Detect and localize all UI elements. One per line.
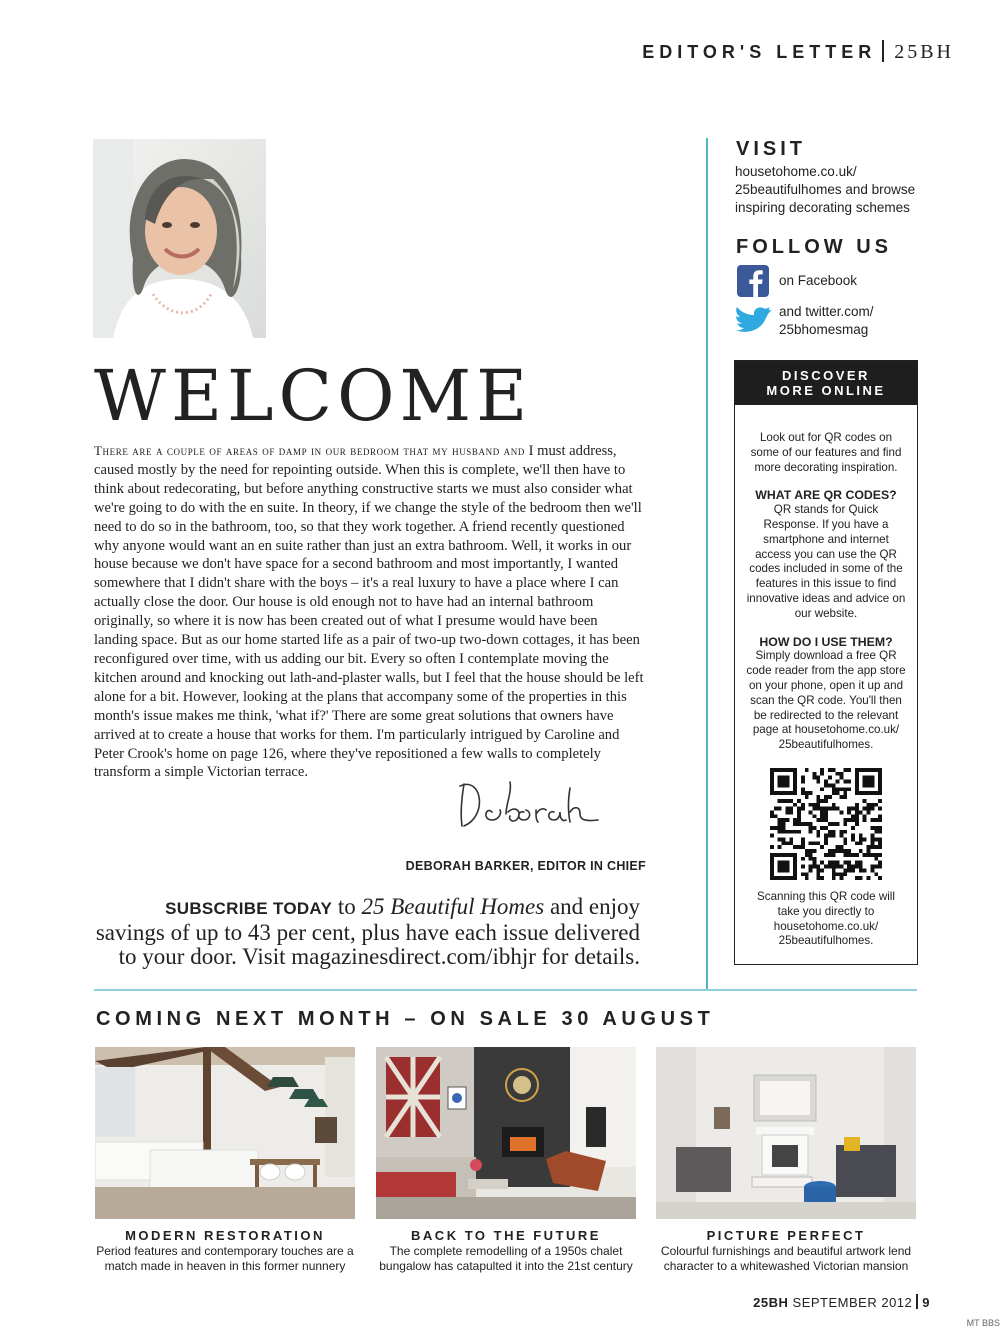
qr-code[interactable] [770, 768, 882, 880]
discover-more-online-box [734, 360, 918, 965]
qr-question-1: WHAT ARE QR CODES? [755, 488, 897, 503]
qr-caption: Scanning this QR code will take you directly to housetohome.co.uk/ 25beautifulhomes. [757, 889, 895, 948]
letter-text: I must address, caused mostly by the need for repointing outside. When this is complete, we'll then have to think about redecorating, but before anything constructive starts we must also consider what we're going to do with the en suite. In theory, if we change the style of the bedroom then we'll need to do so in the bathroom, too, so that they work together. A friend recently questioned why anyone would want an en suite rather than just an extra bathroom. Well, it works in our house because we don't have space for a second bathroom and most importantly, I wanted somewhere that I didn't share with the boys – it's a real luxury to have a place where I can actually close the door. Our house is old enough not to have had an internal bathroom originally, so where it is now has been created out of what I presume would have been landing space. But as our home started life as a pair of two-up two-down cottages, it has been reconfigured over time, with us adding our bit. Every so often I contemplate moving the kitchen around and knocking out lath-and-plaster walls, but I feel that the house should be left alone for a bit. However, looking at the plans that accompany some of the properties in this month's issue makes me think, 'what if?' There are some great solutions that owners have arrived at to create a house that works for them. I'm particularly intrigued by Caroline and Peter Crook's home on page 126, where they've repositioned a few walls to completely transform a simple Victorian terrace. [94, 443, 644, 781]
picture-perfect-image[interactable] [656, 1047, 916, 1219]
magazine-title: 25 Beautiful Homes [361, 894, 545, 919]
qr-answer-2: Simply download a free QR code reader from the app store on your phone, open it up and scan the QR code. You'll then be redirected to the relevant page at housetohome.co.uk/ 25beautifulhomes. [746, 649, 906, 752]
header-divider [882, 40, 884, 62]
subscribe-heading: SUBSCRIBE TODAY [165, 899, 333, 918]
page-title: WELCOME [94, 355, 533, 437]
column-divider [706, 138, 708, 990]
twitter-icon[interactable] [731, 304, 775, 340]
editor-portrait [93, 139, 266, 338]
subscribe-promo [94, 895, 640, 969]
back-to-the-future-image[interactable] [376, 1047, 636, 1219]
twitter-text [779, 303, 874, 339]
visit-text [735, 163, 915, 217]
card-text-picture-perfect: Colourful furnishings and beautiful artwork lend character to a whitewashed Victorian mansion [660, 1244, 912, 1273]
card-title-modern-restoration: MODERN RESTORATION [125, 1228, 325, 1243]
card-title-picture-perfect: PICTURE PERFECT [706, 1228, 866, 1243]
discover-title-line-2: MORE ONLINE [766, 383, 886, 398]
visit-text-line-3: inspiring decorating schemes [735, 200, 910, 215]
signature [452, 776, 622, 836]
twitter-link[interactable]: and twitter.com/ [779, 304, 874, 319]
facebook-link[interactable]: on Facebook [779, 273, 858, 288]
qr-question-2: HOW DO I USE THEM? [759, 634, 893, 649]
visit-heading: VISIT [736, 138, 807, 160]
footer-divider [916, 1294, 918, 1309]
modern-restoration-image[interactable] [95, 1047, 355, 1219]
follow-heading: FOLLOW US [736, 236, 892, 258]
editor-letter-body [94, 442, 644, 782]
page-footer [753, 1294, 930, 1310]
footer-brand: 25BH [753, 1295, 789, 1310]
section-label: EDITOR'S LETTER [642, 42, 877, 62]
lead-in: There are a couple of areas of damp in our bedroom that my husband and [94, 443, 525, 458]
coming-next-month-heading: COMING NEXT MONTH – ON SALE 30 AUGUST [96, 1008, 715, 1030]
discover-title-line-1: DISCOVER [782, 368, 870, 383]
twitter-handle: 25bhomesmag [779, 322, 869, 337]
card-text-back-to-the-future: The complete remodelling of a 1950s chalet bungalow has catapulted it into the 21st century [379, 1244, 633, 1273]
subscribe-to: to [332, 894, 362, 919]
watermark: MT BBS [966, 1318, 1000, 1328]
section-divider [94, 989, 917, 991]
section-header [642, 40, 954, 64]
card-text-modern-restoration: Period features and contemporary touches are a match made in heaven in this former nunnery [96, 1244, 354, 1273]
editor-byline: DEBORAH BARKER, EDITOR IN CHIEF [405, 859, 646, 873]
visit-link[interactable]: housetohome.co.uk/ [735, 164, 857, 179]
visit-text-line-2: 25beautifulhomes and browse [735, 182, 916, 197]
qr-answer-1: QR stands for Quick Response. If you have a smartphone and internet access you can use the QR codes included in some of the features in this issue to find innovative ideas and advice on our website. [746, 503, 906, 620]
brand-mark: 25BH [894, 41, 954, 63]
page-number: 9 [922, 1295, 930, 1310]
footer-date: SEPTEMBER 2012 [792, 1295, 913, 1310]
discover-box-header [735, 361, 917, 405]
subscribe-text: and enjoy savings of up to 43 per cent, plus have each issue delivered to your door. Visit magazinesdirect.com/ibhjr for details. [95, 894, 640, 969]
facebook-icon[interactable] [737, 265, 769, 297]
card-title-back-to-the-future: BACK TO THE FUTURE [411, 1228, 601, 1243]
discover-intro: Look out for QR codes on some of our features and find more decorating inspiration. [750, 431, 902, 474]
